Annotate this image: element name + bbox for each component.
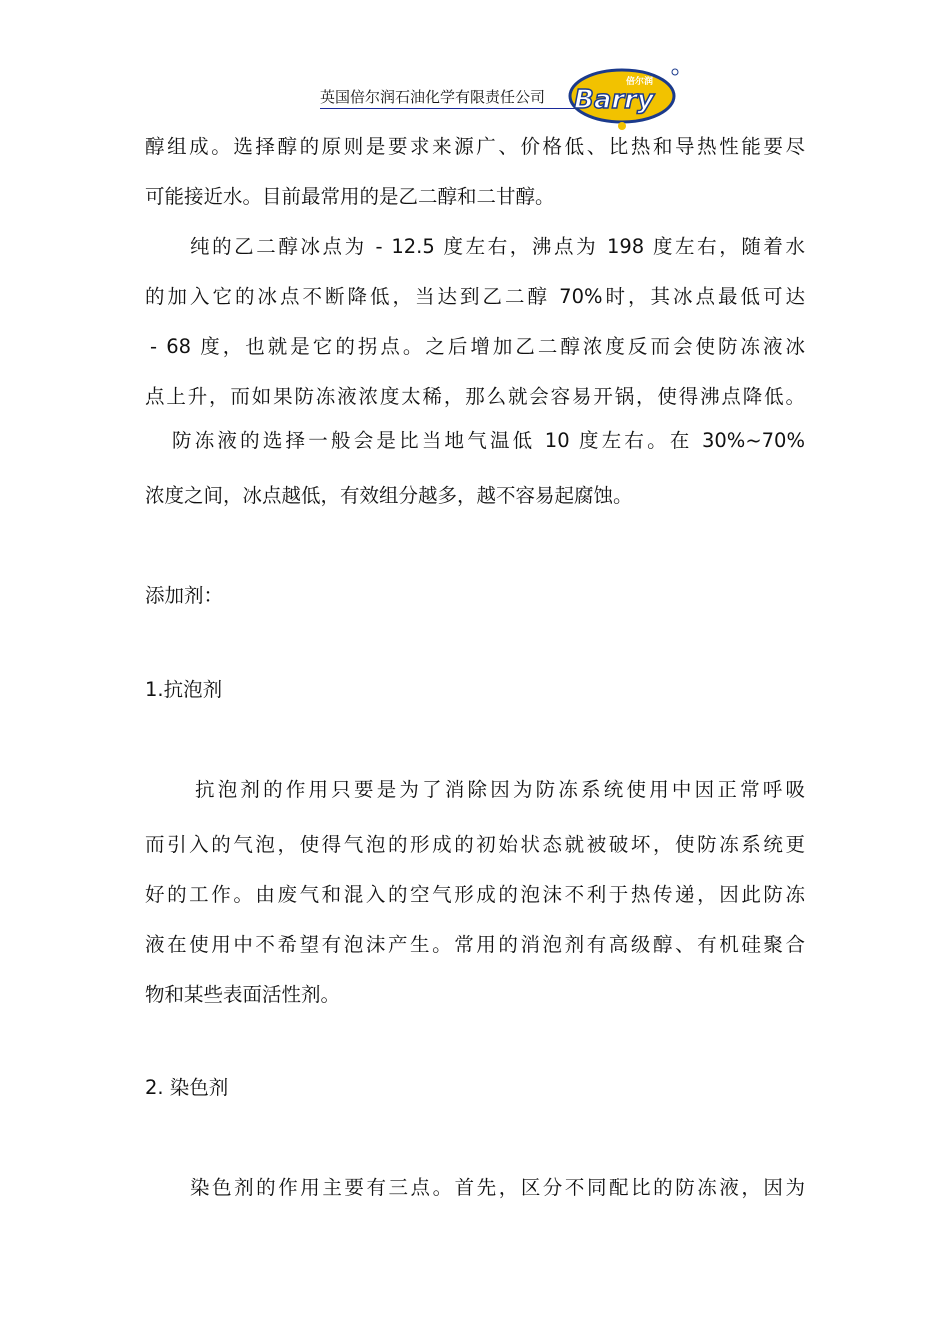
text-line: 抗泡剂的作用只要是为了消除因为防冻系统使用中因正常呼吸 <box>195 778 805 801</box>
text-line: 点上升，而如果防冻液浓度太稀，那么就会容易开锅，使得沸点降低。 <box>145 385 805 408</box>
text-line: 防冻液的选择一般会是比当地气温低 10 度左右。在 30%~70% <box>172 429 805 452</box>
barry-logo <box>568 66 680 132</box>
text-line: 浓度之间，冰点越低，有效组分越多，越不容易起腐蚀。 <box>145 484 633 507</box>
text-line: 而引入的气泡，使得气泡的形成的初始状态就被破坏，使防冻系统更 <box>145 833 805 856</box>
text-line: 纯的乙二醇冰点为 - 12.5 度左右，沸点为 198 度左右，随着水 <box>190 235 805 258</box>
section-heading: 2. 染色剂 <box>145 1076 229 1099</box>
text-line: 染色剂的作用主要有三点。首先，区分不同配比的防冻液，因为 <box>190 1176 805 1199</box>
text-line: 物和某些表面活性剂。 <box>145 983 341 1006</box>
svg-text:Barry: Barry <box>574 85 654 115</box>
text-line: 醇组成。选择醇的原则是要求来源广、价格低、比热和导热性能要尽 <box>145 135 805 158</box>
text-line: 好的工作。由废气和混入的空气形成的泡沫不利于热传递，因此防冻 <box>145 883 805 906</box>
svg-text:倍尔润: 倍尔润 <box>626 77 654 87</box>
text-line: 可能接近水。目前最常用的是乙二醇和二甘醇。 <box>145 185 555 208</box>
text-line: 的加入它的冰点不断降低，当达到乙二醇 70%时，其冰点最低可达 <box>145 285 805 308</box>
company-header: 英国倍尔润石油化学有限责任公司 <box>320 86 578 109</box>
section-heading: 1.抗泡剂 <box>145 678 223 701</box>
text-line: 液在使用中不希望有泡沫产生。常用的消泡剂有高级醇、有机硅聚合 <box>145 933 805 956</box>
text-line: - 68 度，也就是它的拐点。之后增加乙二醇浓度反而会使防冻液冰 <box>150 335 805 358</box>
section-heading: 添加剂： <box>145 584 224 607</box>
